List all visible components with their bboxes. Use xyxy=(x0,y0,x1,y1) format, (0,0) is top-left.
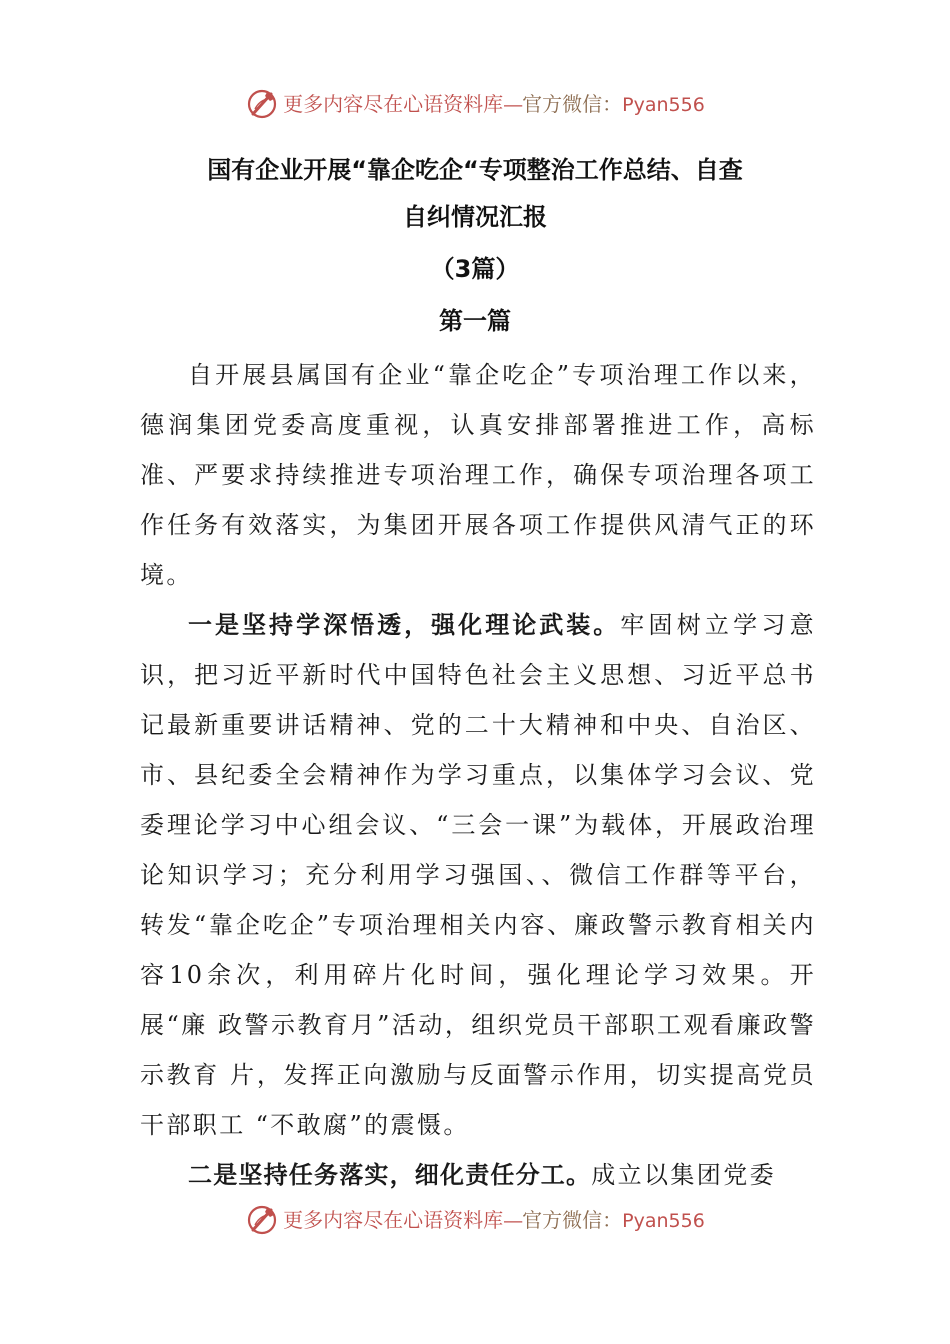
watermark-text xyxy=(283,1207,705,1232)
paragraph-intro: 自开展县属国有企业“靠企吃企”专项治理工作以来，德润集团党委高度重视，认真安排部署推进工作，高标准、严要求持续推进专项治理工作，确保专项治理各项工作任务有效落实，为集团开展各项工作提供风清气正的环境。 xyxy=(140,361,816,589)
document-title-line2: 自纠情况汇报 xyxy=(403,203,547,231)
watermark-main: 更多内容尽在心语资料库 xyxy=(283,91,504,116)
point-one-heading: 一是坚持学深悟透，强化理论武装。 xyxy=(188,611,621,639)
watermark-label: 官方微信： xyxy=(522,1207,623,1232)
document-body xyxy=(140,350,816,1200)
paragraph-point-two xyxy=(140,1150,816,1200)
article-count: （3篇） xyxy=(430,255,520,283)
watermark-main: 更多内容尽在心语资料库 xyxy=(283,1207,504,1232)
pen-logo-icon xyxy=(245,87,279,121)
watermark-separator: — xyxy=(503,91,523,116)
watermark-banner-bottom xyxy=(0,1200,950,1240)
watermark-id: Pyan556 xyxy=(622,1209,705,1232)
watermark-banner-top xyxy=(0,84,950,124)
paragraph-point-one xyxy=(140,600,816,1150)
watermark-separator: — xyxy=(503,1207,523,1232)
document-title-line1: 国有企业开展“靠企吃企“专项整治工作总结、自查 xyxy=(207,156,743,184)
watermark-label: 官方微信： xyxy=(522,91,623,116)
watermark-text xyxy=(283,91,705,116)
point-one-text: 牢固树立学习意识，把习近平新时代中国特色社会主义思想、习近平总书记最新重要讲话精神、党的二十大精神和中央、自治区、市、县纪委全会精神作为学习重点，以集体学习会议、党委理论学习中心组会议、“三会一课”为载体，开展政治理论知识学习；充分利用学习强国、、微信工作群等平台， 转发“靠企吃企”专项治理相关内容、廉政警示教育相关内 容10余次，利用碎片化时间，强化理论学习效果。开展“廉 政警示教育月”活动，组织党员干部职工观看廉政警示教育 片，发挥正向激励与反面警示作用，切实提高党员干部职工 “不敢腐”的震慑。 xyxy=(140,611,816,1139)
point-two-heading: 二是坚持任务落实，细化责任分工。 xyxy=(188,1161,592,1189)
section-heading: 第一篇 xyxy=(439,307,511,335)
watermark-id: Pyan556 xyxy=(622,93,705,116)
point-two-text: 成立以集团党委 xyxy=(591,1161,777,1189)
pen-logo-icon xyxy=(245,1203,279,1237)
